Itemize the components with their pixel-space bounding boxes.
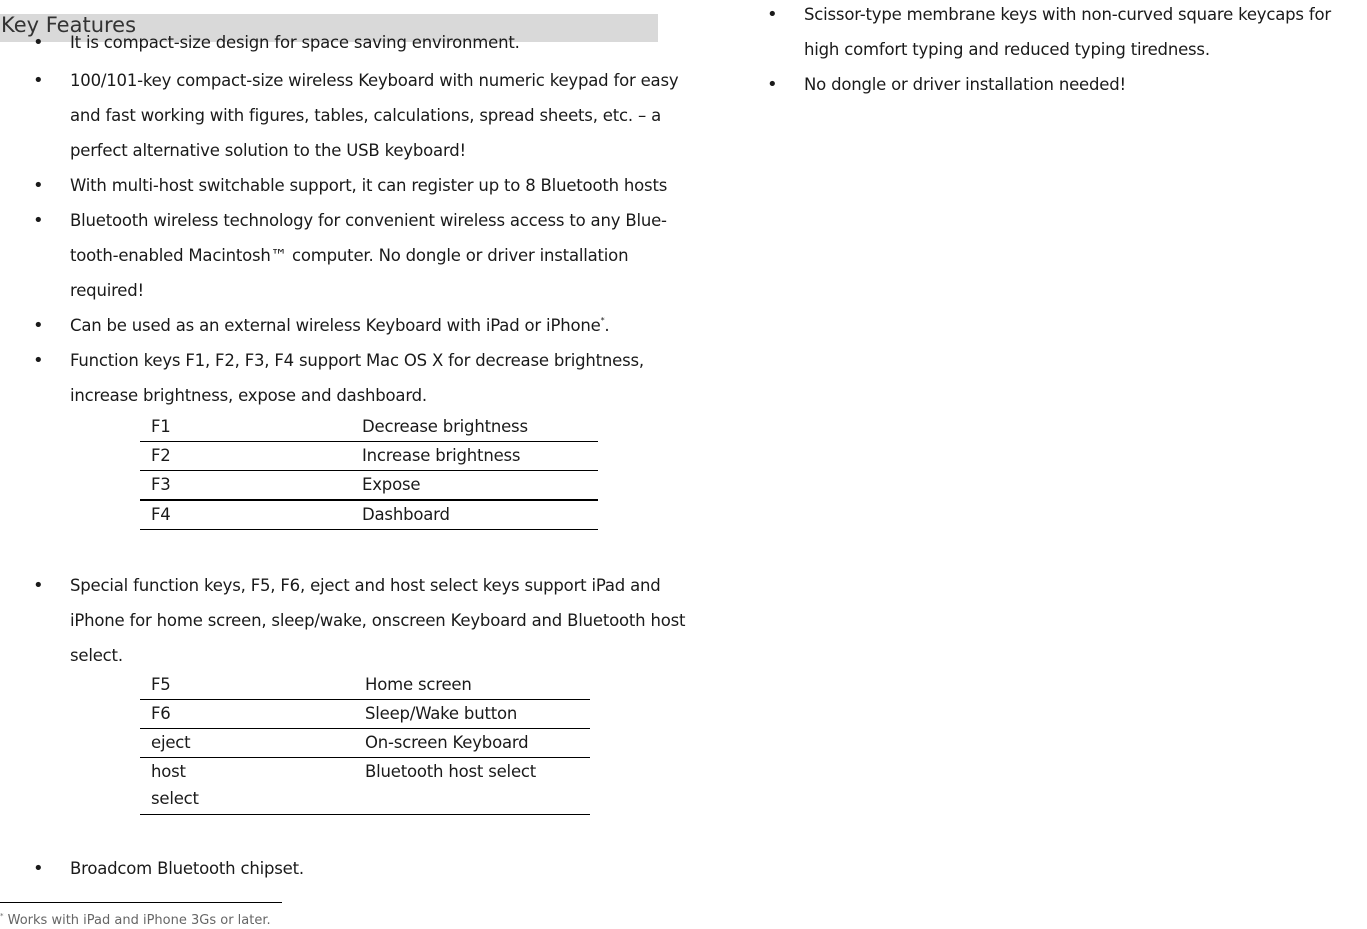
list-item: • Function keys F1, F2, F3, F4 support Mac OS X for decrease brightness, increase brightness, expose and dashboard.	[0, 343, 700, 413]
action-cell: Sleep/Wake button	[354, 700, 590, 729]
footnote-marker: *	[0, 912, 4, 920]
list-item-text: Can be used as an external wireless Keyboard with iPad or iPhone	[70, 316, 601, 335]
footnote-divider	[0, 902, 282, 903]
table-row	[140, 729, 590, 758]
key-cell: F3	[140, 471, 351, 501]
action-cell: Expose	[351, 471, 598, 501]
key-cell: F4	[140, 500, 351, 530]
action-cell: Bluetooth host select	[354, 758, 590, 815]
table-row	[140, 500, 598, 530]
list-item: • Special function keys, F5, F6, eject and host select keys support iPad and iPhone for home screen, sleep/wake, onscreen Keyboard and Bluetooth host select.	[0, 568, 700, 673]
table-row	[140, 442, 598, 471]
table-row	[140, 413, 598, 442]
list-item: • It is compact-size design for space saving environment.	[0, 25, 700, 60]
action-cell: Decrease brightness	[351, 413, 598, 442]
action-cell: Dashboard	[351, 500, 598, 530]
table-row	[140, 700, 590, 729]
key-cell: host select	[140, 758, 228, 815]
footnote	[0, 913, 271, 929]
key-cell: F1	[140, 413, 351, 442]
action-cell: Increase brightness	[351, 442, 598, 471]
list-item: • Scissor-type membrane keys with non-curved square keycaps for high comfort typing and reduced typing tiredness.	[734, 0, 1367, 67]
list-item: • With multi-host switchable support, it can register up to 8 Bluetooth hosts	[0, 168, 700, 203]
key-cell: F2	[140, 442, 351, 471]
key-cell: eject	[140, 729, 228, 758]
ipad-keys-table	[140, 671, 590, 815]
list-item: • No dongle or driver installation needed!	[734, 67, 1367, 102]
key-cell: F5	[140, 671, 228, 700]
table-row	[140, 471, 598, 501]
table-row	[140, 671, 590, 700]
key-cell: F6	[140, 700, 228, 729]
table-row	[140, 758, 590, 815]
list-item	[0, 308, 700, 343]
right-column	[734, 0, 1367, 105]
action-cell: On-screen Keyboard	[354, 729, 590, 758]
list-item: • 100/101-key compact-size wireless Keyboard with numeric keypad for easy and fast working with figures, tables, calculations, spread sheets, etc. – a perfect alternative solution to the USB keyboard!	[0, 63, 695, 168]
list-item: • Bluetooth wireless technology for convenient wireless access to any Blue-tooth-enabled Macintosh™ computer. No dongle or driver installation required!	[0, 203, 670, 308]
action-cell: Home screen	[354, 671, 590, 700]
left-column	[0, 28, 700, 886]
list-item-period: .	[604, 316, 610, 335]
footnote-marker: *	[600, 316, 605, 325]
footnote-text: Works with iPad and iPhone 3Gs or later.	[7, 913, 271, 928]
section-heading: Key Features	[0, 14, 658, 42]
function-keys-table	[140, 413, 598, 530]
list-item: • Broadcom Bluetooth chipset.	[0, 851, 700, 886]
